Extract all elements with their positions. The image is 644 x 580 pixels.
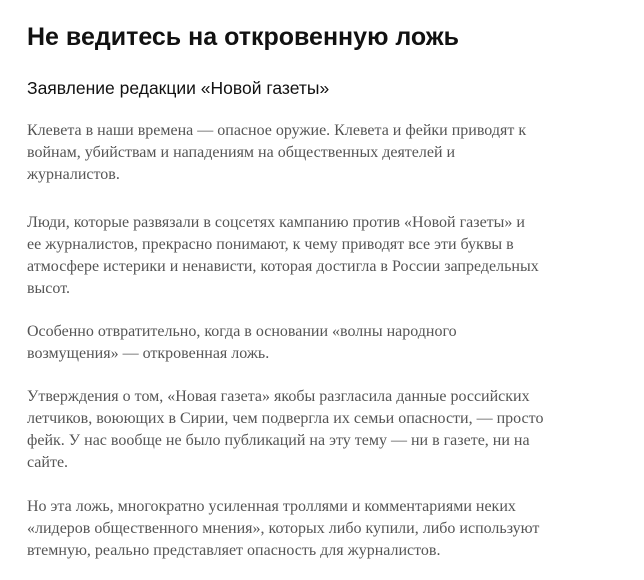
article-subhead: Заявление редакции «Новой газеты» — [27, 78, 330, 98]
paragraph-line: Клевета в наши времена — опасное оружие. Клевета и фейки приводят к — [27, 122, 527, 139]
article-paragraph-2 — [27, 212, 539, 300]
paragraph-line: Утверждения о том, «Новая газета» якобы разгласила данные российских — [27, 388, 530, 405]
paragraph-line: высот. — [27, 280, 70, 297]
paragraph-line: сайте. — [27, 454, 69, 471]
paragraph-line: Но эта ложь, многократно усиленная троллями и комментариями неких — [27, 498, 516, 515]
paragraph-line: атмосфере истерики и ненависти, которая достигла в России запредельных — [27, 258, 539, 275]
paragraph-line: фейк. У нас вообще не было публикаций на эту тему — ни в газете, ни на — [27, 432, 530, 449]
paragraph-line: втемную, реально представляет опасность для журналистов. — [27, 542, 441, 559]
article-paragraph-3 — [27, 321, 457, 365]
paragraph-line: ее журналистов, прекрасно понимают, к чему приводят все эти буквы в — [27, 236, 514, 253]
paragraph-line: войнам, убийствам и нападениям на общественных деятелей и — [27, 144, 456, 161]
article-paragraph-1 — [27, 120, 526, 186]
paragraph-line: журналистов. — [27, 166, 120, 183]
article-paragraph-4 — [27, 386, 543, 474]
paragraph-line: возмущения» — откровенная ложь. — [27, 345, 270, 362]
article-headline: Не ведитесь на откровенную ложь — [27, 23, 459, 51]
paragraph-line: «лидеров общественного мнения», которых либо купили, либо используют — [27, 520, 540, 537]
paragraph-line: Особенно отвратительно, когда в основании «волны народного — [27, 323, 457, 340]
article-paragraph-5 — [27, 496, 539, 562]
paragraph-line: летчиков, воюющих в Сирии, чем подвергла их семьи опасности, — просто — [27, 410, 544, 427]
paragraph-line: Люди, которые развязали в соцсетях кампанию против «Новой газеты» и — [27, 214, 525, 231]
